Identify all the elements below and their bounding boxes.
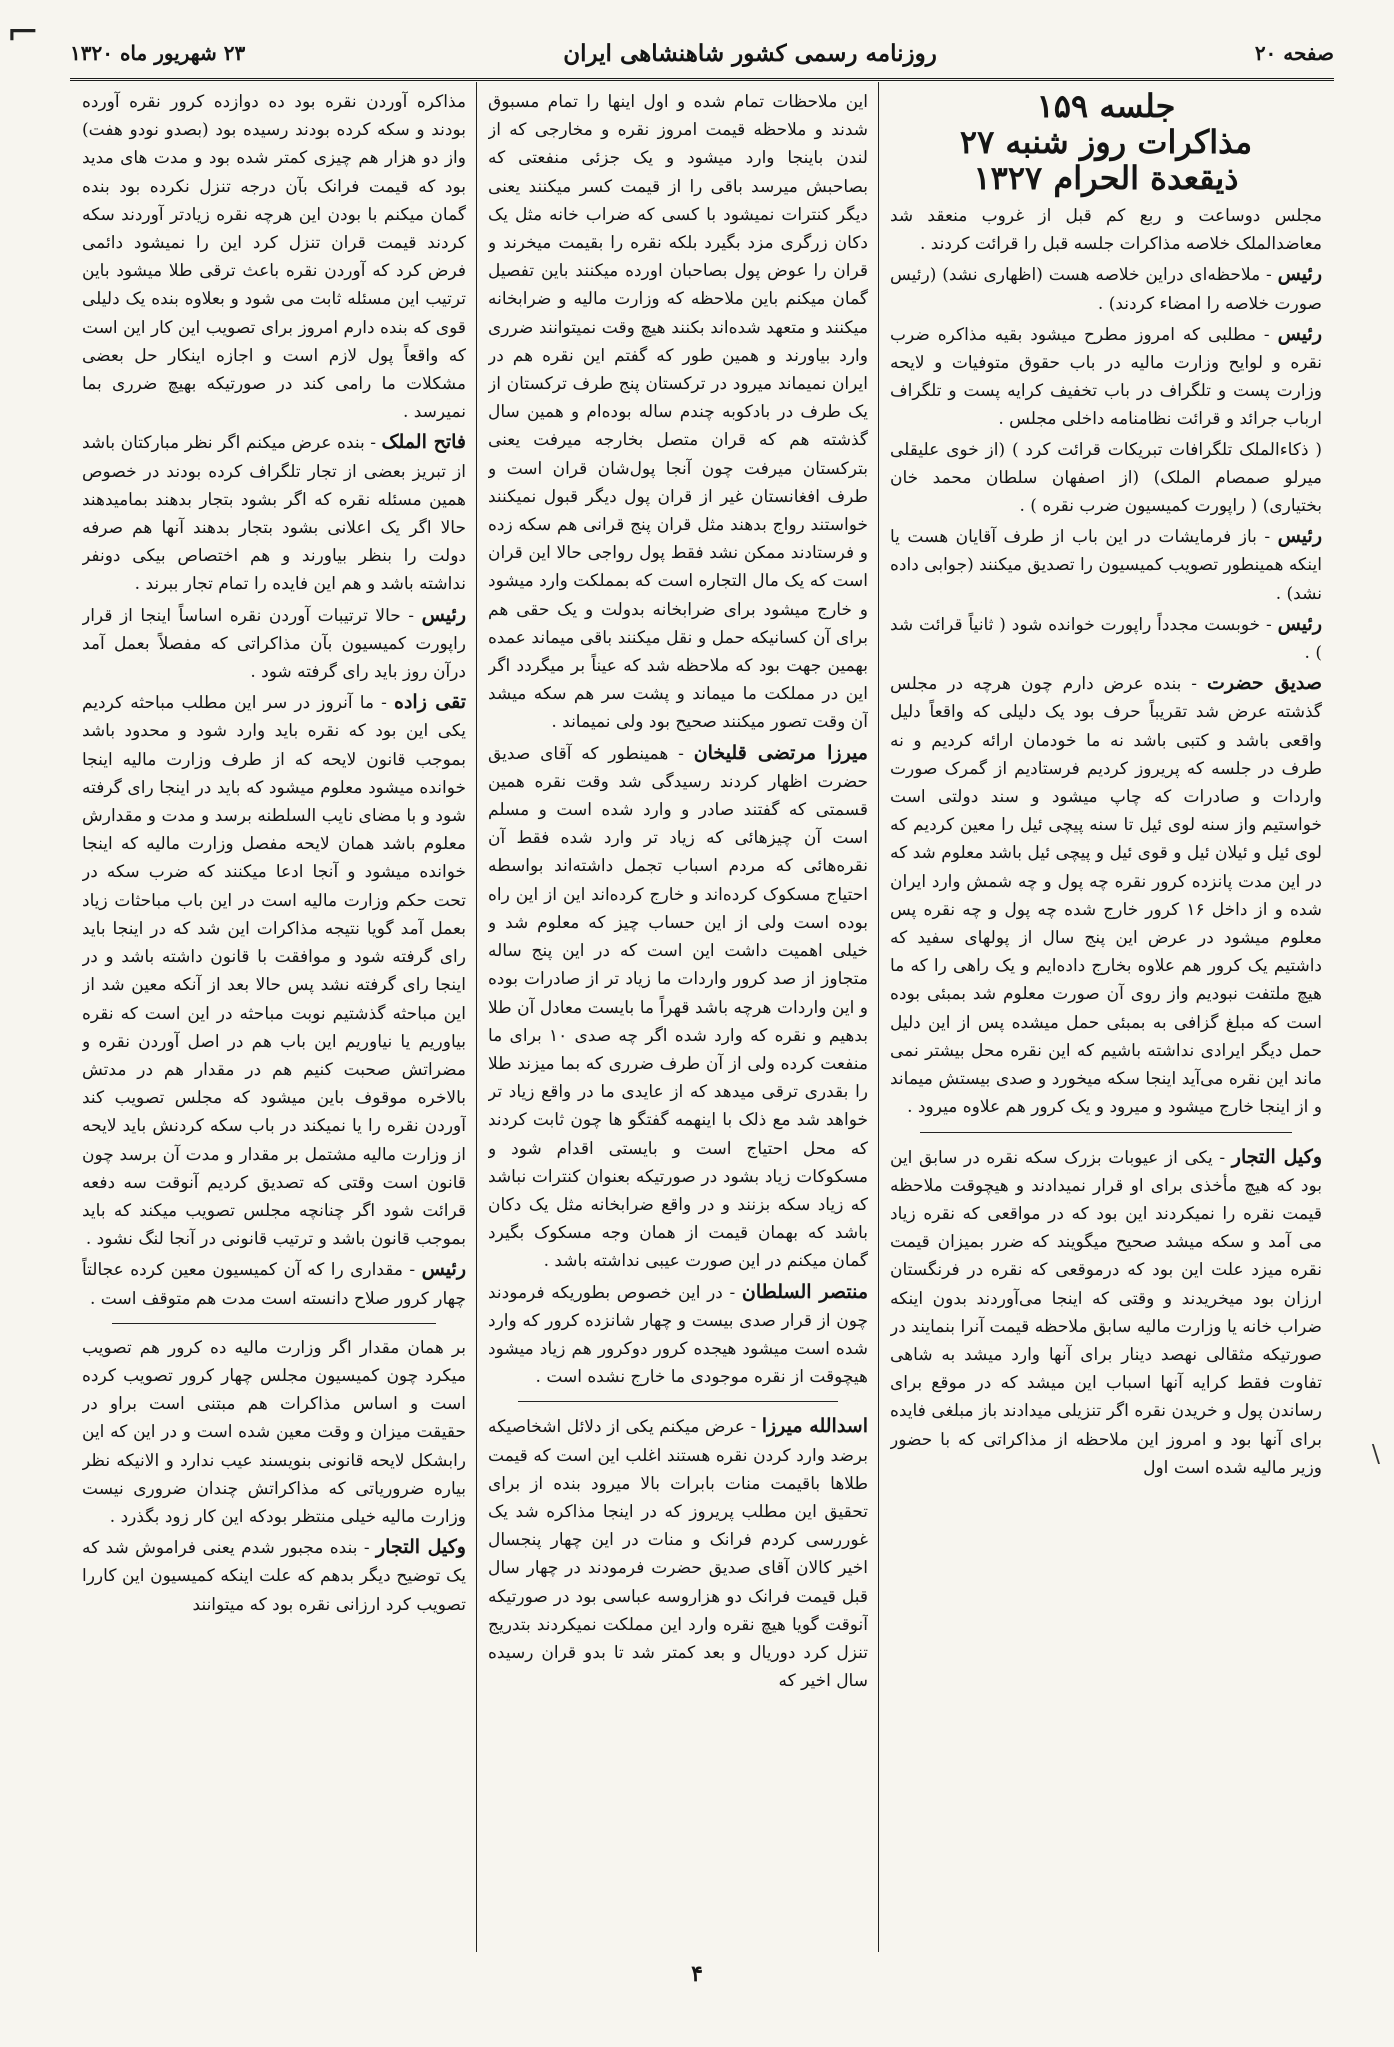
page-header — [70, 32, 1334, 74]
paragraph — [82, 88, 466, 426]
paragraph-text: - عرض میکنم یکی از دلائل اشخاصیکه برضد وارد کردن نقره هستند اغلب این است که قیمت طلاها باقیمت منات بابرات بالا میرود بنده از برای تحقیق این مطلب پریروز که در اینجا مذاکره شد یک غوررسی کردم فرانک و منات در این چهار پنجسال اخیر کالان آقای صدیق حضرت فرمودند در چهار سال قبل قیمت فرانک دو هزاروسه عباسی بود در صورتیکه آنوقت گویا هیچ نقره وارد این مملکت نمیکردند بتدریج تنزل کرد دوریال و بعد کمتر شد تا بدو قران رسیده سال اخیر که — [488, 1417, 868, 1692]
section-divider — [920, 1132, 1292, 1133]
header-page-label: صفحه ۲۰ — [1254, 41, 1334, 65]
paragraph — [488, 1412, 868, 1695]
session-number: جلسه ۱۵۹ — [1036, 88, 1176, 125]
left-column — [82, 88, 466, 1988]
speaker-name: رئیس — [1277, 612, 1322, 635]
speaker-name: میرزا مرتضی قلیخان — [693, 741, 868, 764]
paragraph-text: - بنده عرض میکنم اگر نظر مبارکتان باشد از تبریز بعضی از تجار تلگراف کرده بودند در خصوص همین مسئله نقره که اگر بشود بتجار بدهند بمامیدهند حالا اگر یک اعلانی بشود بتجار بدهند آنها هم صرفه دولت را بنظر بیاورند و هم اختصاص بیکی دونفر نداشته باشد و هم این فایده را تمام تجار ببرند . — [82, 433, 466, 595]
paragraph — [890, 436, 1322, 521]
speaker-name: رئیس — [1277, 525, 1322, 548]
paragraph — [890, 202, 1322, 258]
right-column — [890, 88, 1322, 1988]
paragraph — [82, 428, 466, 598]
paragraph — [488, 1278, 868, 1392]
speaker-name: رئیس — [1277, 322, 1322, 345]
session-title: مذاکرات روز شنبه ۲۷ — [959, 123, 1253, 161]
paragraph-text: - همینطور که آقای صدیق حضرت اظهار کردند رسیدگی شد وقت نقره همین قسمتی که گفتند صادر و وارد شده است و مسلم است آن چیزهائی که زیاد تر وارد شده فقط آن نقره‌هائی که مردم اسباب تجمل داشته‌اند بواسطه احتیاج مسکوک کرده‌اند و خارج کرده‌اند این از این راه بوده است ولی از این حساب چیز که معلوم شد و خیلی اهمیت داشت این است که در این پنج ساله متجاوز از صد کرور واردات ما زیاد تر از صادرات بوده و این واردات هرچه باشد قهراً ما بایست معادل آن طلا بدهیم و نقره که وارد شده اگر چه صدی ۱۰ برای ما منفعت کرده ولی از آن طرف ضرری که بما میزند طلا را بقدری ترقی میدهد که از عایدی ما در واقع زیاد تر خواهد شد مع ذلک با اینهمه گفتگو ها چون ثابت کردند که محل احتیاج است و بایستی اقدام شود و مسکوکات زیاد بشود در صورتیکه بعنوان کنترات نباشد که زیاد سکه بزنند و در واقع ضرابخانه مثل یک دکان باشد که بهمان قیمت از همان وجه مسکوک بگیرد گمان میکنم در این صورت عیبی نداشته باشد . — [488, 743, 868, 1272]
paragraph — [890, 260, 1322, 317]
paragraph-text: بر همان مقدار اگر وزارت مالیه ده کرور هم تصویب میکرد چون کمیسیون مجلس چهار کرور تصویب کرده است و اساس مذاکرات هم مبتنی است براو در حقیقت میزان و وقت معین شده است و در این که این رابشکل لایحه قانونی بنویسند عیب ندارد و الانیکه نظر بیاره ضروریاتی که مذاکراتش چندان ضروری نیست وزارت مالیه خیلی منتظر بودکه این کار زود بگذرد . — [82, 1337, 466, 1527]
paragraph-text: - مقداری را که آن کمیسیون معین کرده عجالتاً چهار کرور صلاح دانسته است مدت هم متوقف است . — [82, 1260, 466, 1309]
column-divider — [878, 82, 879, 1952]
right-column-text — [890, 202, 1322, 1482]
paragraph — [82, 1334, 466, 1531]
paragraph-text: ( ذکاءالملک تلگرافات تبریکات قرائت کرد ) (از خوی علیقلی میرلو صمصام الملک) (از اصفهان سلطان محمد خان بختیاری) ( راپورت کمیسیون ضرب نقره ) . — [890, 439, 1322, 517]
speaker-name: رئیس — [1277, 263, 1322, 286]
speaker-name: وکیل التجار — [1231, 1145, 1322, 1168]
paragraph-text: مذاکره آوردن نقره بود ده دوازده کرور نقره آورده بودند و سکه کرده بودند رسیده بود (بصدو نودو هفت) واز دو هزار هم چیزی کمتر شده بود و مدت های مدید بود که قیمت فرانک بآن درجه تنزل نکرده بود بنده گمان میکنم با بودن این هرچه نقره زیادتر آوردند سکه کردند قیمت قران تنزل کرد این را نمیشود دائمی فرض کرد که آوردن نقره باعث ترقی طلا میشود باین ترتیب این مسئله ثابت می شود و بعلاوه بنده یک دلیلی قوی که بنده دارم امروز برای تصویب این کار این است که واقعاً پول لازم است و اجازه اینکار حل بعضی مشکلات ما رامی کند در صورتیکه بهیچ ضرری بما نمیرسد . — [82, 92, 466, 423]
speaker-name: وکیل التجار — [376, 1536, 466, 1559]
column-divider — [476, 82, 477, 1952]
paragraph — [890, 1143, 1322, 1482]
session-date: ذیقعدة الحرام ۱۳۲۷ — [973, 159, 1239, 197]
middle-column — [488, 88, 868, 1988]
speaker-name: رئیس — [421, 1258, 466, 1281]
paragraph-text: - مطلبی که امروز مطرح میشود بقیه مذاکره ضرب نقره و لوایح وزارت مالیه در باب حقوق متوفیات و لایحه وزارت پست و تلگراف در باب تخفیف کرایه پست و تلگراف ارباب جرائد و قرائت نظامنامه داخلی مجلس . — [890, 324, 1322, 430]
left-column-text — [82, 88, 466, 1619]
paragraph-text: مجلس دوساعت و ربع کم قبل از غروب منعقد شد معاضدالملک خلاصه مذاکرات جلسه قبل را قرائت کردند . — [890, 206, 1322, 255]
page-number: ۴ — [691, 1961, 703, 1987]
paragraph-text: - یکی از عیوبات بزرک سکه نقره در سابق این بود که هیچ مأخذی برای او قرار نمیدادند و هیچوقت ملاحظه قیمت نقره را نمیکردند این بود که در مواقعی که نقره زیاد می آمد و سکه میشد صحیح میگویند که ضرر بمیزان قیمت نقره میزد علت این بود که درموقعی که نقره در فرنگستان ارزان بود میخریدند و وقتی که اینجا می‌آوردند بدون اینکه ضراب خانه یا وزارت مالیه سابق ملاحظه قیمت آنرا بنمایند در صورتیکه مثقالی نهصد دینار برای آنها وارد میشد به شاهی تفاوت فقط کرایه آنها اسباب این میشد که در موقع برای رساندن پول و خریدن نقره اگر تنزیلی میدادند باز مبلغی فایده برای آنها بود و امروز این ملاحظه از مذاکراتی که با حضور وزیر مالیه شده است اول — [890, 1147, 1322, 1478]
header-date: ۲۳ شهریور ماه ۱۳۲۰ — [70, 41, 246, 65]
speaker-name: رئیس — [421, 603, 466, 626]
speaker-name: فاتح الملک — [381, 431, 466, 454]
paragraph-text: - باز فرمایشات در این باب از طرف آقایان هست یا اینکه همینطور تصویب کمیسیون را تصدیق میکنند (جوابی داده نشد) . — [890, 527, 1322, 604]
paragraph — [890, 320, 1322, 434]
paragraph — [82, 601, 466, 687]
paragraph — [82, 1533, 466, 1619]
paragraph-text: - ما آنروز در سر این مطلب مباحثه کردیم یکی این بود که نقره باید وارد شود و محدود باشد بموجب قانون لایحه که از طرف وزارت مالیه اینجا خوانده میشود معلوم میشود که باید در اینجا رای گرفته شود و با مضای نایب السلطنه برسد و مدت و مقدارش معلوم باشد همان لایحه مفصل وزارت مالیه که اینجا خوانده میشود و آنجا ادعا میکنند که ضرب سکه در تحت حکم وزارت مالیه است در این باب مباحثات زیاد بعمل آمد گویا نتیجه مذاکرات این شد که در اینجا باید رای گرفته شود و موافقت با قانون داشته باشد و در اینجا رای گرفته نشد پس حالا بعد از آنکه معین شد از این مباحثه گذشتیم نوبت مباحثه در این است که نقره بیاوریم یا نیاوریم این باب هم در اصل آوردن نقره و مضراتش صحبت کنیم هم در مقدار هم در مدتش بالاخره موقوف باین میشود که مجلس تصویب کند آوردن نقره را یا نمیکند در باب سکه کردنش باید لایحه از وزارت مالیه مشتمل بر مقدار و مدت آن برسد چون قانون است وقتی که تصدیق کردیم آنوقت سه دفعه قرائت شود اگر چنانچه مجلس تصویب میکند که باید بموجب قانون باشد و ترتیب قانونی در آنجا لنگ نشود . — [82, 693, 466, 1250]
paragraph — [82, 1255, 466, 1312]
newspaper-title: روزنامه رسمی کشور شاهنشاهی ایران — [563, 39, 937, 67]
paragraph — [890, 610, 1322, 667]
paragraph-text: این ملاحظات تمام شده و اول اینها را تمام مسبوق شدند و ملاحظه قیمت امروز نقره و مخارجی که از لندن باینجا وارد میشود و یک جزئی منفعتی که بصاحبش میرسد باقی را از قیمت کسر میکنند یعنی دیگر کنترات نمیشود با کسی که ضراب خانه مثل یک دکان زرگری مزد بگیرد بلکه نقره را بقیمت میخرند و قران را عوض پول بصاحبان اورده میکنند باین تفصیل گمان میکنم باین ملاحظه که وزارت مالیه و ضرابخانه میکنند و متعهد شده‌اند بکنند هیچ وقت نمیتوانند ضرری وارد بیاورند و همین طور که گفتم این نقره هم در ایران نمیماند میرود در ترکستان پنج طرف ترکستان از یک طرف در بادکوبه چندم ساله بوده‌ام و همین سال گذشته هم که قران متصل بخارجه میرفت یعنی بترکستان میرفت چون آنجا پول‌شان قران است و طرف افغانستان غیر از قران پول دیگر قبول نمیکنند خواستند رواج بدهند مثل قران پنج قرانی هم سکه زده و فرستادند ممکن نشد فقط پول رواجی حالا این قران است که یک مال التجاره است که بمملکت وارد میشود و خارج میشود برای ضرابخانه بدولت و یک حقی هم برای آن کسانیکه حمل و نقل میکنند باقی میماند عمده بهمین جهت بود که ملاحظه شد که عیناً بر میگردد اگر این در مملکت ما میماند و پشت سر هم سکه میشد آن وقت تصور میکنند صحیح بود ولی نمیماند . — [488, 92, 868, 733]
section-divider — [112, 1323, 436, 1324]
header-rule — [70, 78, 1334, 81]
margin-mark: \ — [1371, 1440, 1380, 1468]
paragraph — [488, 739, 868, 1276]
section-divider — [518, 1401, 838, 1402]
session-heading — [890, 88, 1322, 196]
paragraph-text: - بنده عرض دارم چون هرچه در مجلس گذشته عرض شد تقریباً حرف بود یک دلیلی که واقعاً دلیل واقعی باشد و کتبی باشد نه ما خودمان ارائه کردیم و نه طرف در جلسه که پریروز کردیم فرستادیم از گمرک صورت واردات و صادرات که چاپ میشود و سند دولتی است خواستیم واز سنه لوی ئیل تا سنه پیچی ئیل را معین کردیم که لوی ئیل و ئیلان ئیل و قوی ئیل و پیچی ئیل باشد معلوم شد که در این مدت پانزده کرور نقره چه پول و چه شمش وارد ایران شده و از داخل ۱۶ کرور خارج شده چه پول و چه نقره پس معلوم میشود در عرض این پنج سال از پولهای سفید که داشتیم یک کرور هم علاوه بخارج داده‌ایم و یک راهی را که ما هیچ ملتفت نبودیم واز روی آن صورت معلوم شد بمبئی بوده است که مبلغ گزافی به بمبئی حمل میشده پس از این دلیل حمل دیگر ایرادی نداشته باشیم که این نقره محل بیشتر نمی ماند این نقره می‌آید اینجا سکه میخورد و صدی بیستش میماند و از اینجا خارج میشود و میرود و یک کرور هم علاوه میرود . — [890, 674, 1322, 1118]
speaker-name: اسدالله میرزا — [761, 1415, 868, 1438]
paragraph — [488, 88, 868, 737]
paragraph-text: - ملاحظه‌ای دراین خلاصه هست (اظهاری نشد) (رئیس صورت خلاصه را امضاء کردند) . — [890, 265, 1322, 314]
paragraph — [82, 688, 466, 1253]
speaker-name: منتصر السلطان — [741, 1280, 868, 1303]
paragraph-text: - بنده مجبور شدم یعنی فراموش شد که یک توضیح دیگر بدهم که علت اینکه کمیسیون این کاررا تصویب کرد ارزانی نقره بود که میتوانند — [82, 1538, 466, 1615]
speaker-name: صدیق حضرت — [1207, 672, 1322, 695]
paragraph-text: - حالا ترتیبات آوردن نقره اساساً اینجا از قرار راپورت کمیسیون بآن مذاکراتی که مفصلاً بعمل آمد درآن روز باید رای گرفته شود . — [82, 605, 466, 683]
paragraph — [890, 669, 1322, 1121]
speaker-name: تقی زاده — [394, 691, 466, 714]
paragraph — [890, 522, 1322, 608]
page-fold-mark: ⌐ — [6, 10, 40, 56]
middle-column-text — [488, 88, 868, 1695]
paragraph-text: - در این خصوص بطوریکه فرمودند چون از قرار صدی بیست و چهار شانزده کرور که وارد شده است میشود هیجده کرور دوکرور هم زیاد میشود هیچوقت از نقره موجودی ما خارج نشده است . — [488, 1282, 868, 1388]
paragraph-text: - خوبست مجدداً راپورت خوانده شود ( ثانیاً قرائت شد ) . — [890, 614, 1322, 664]
